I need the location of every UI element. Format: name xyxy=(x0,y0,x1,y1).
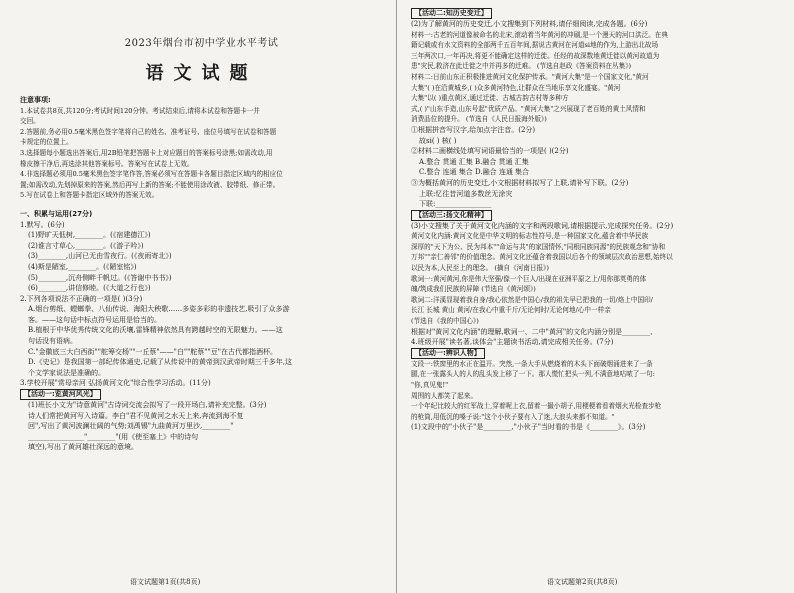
question-2: 2.下列各项说法不正确的一项是( )(3分) xyxy=(20,294,143,303)
passage-line: 周围的人都笑了起来。 xyxy=(411,391,477,400)
note-line: 4.非选择题必须用0.5毫米黑色签字笔作答,答案必须写在答题卡各题目指定区域内的相应位 xyxy=(20,170,283,179)
q1-item: (2)谁言寸草心,________。(《游子吟》) xyxy=(28,241,144,250)
question-4: 4.班级开展"读名著,谈体会"主题读书活动,请完成相关任务。(7分) xyxy=(411,338,614,347)
sub-question-line: 故si( ) 核( ) xyxy=(419,136,457,145)
couplet-upper: 上联:忆往昔河道多数丝无涂灾 xyxy=(419,189,513,198)
lyric-line: 歌词二:洋溪显现着我自身/我心依然是中国心/我的祖先早已把我的一切/烙上中国印/ xyxy=(411,295,653,304)
note-line: 2.答题前,务必用0.5毫米黑色签字笔将自己的姓名、准考证号、座位号填写在试卷和答题 xyxy=(20,127,277,136)
lyric-line: 歌词一:黄河黄河,你是伟大坚强/像一个巨人/出现在亚洲平原之上/用你那英勇的体 xyxy=(411,274,647,283)
material-line: 材料一:古老的河道像被命名的北宋,滚动着当年黄河的冲刷,是一个漫天的河口洪泛。在典 xyxy=(411,30,668,39)
notes-list xyxy=(20,106,383,201)
culture-text: 以民为本,人民至上的理念。 (摘自《河南日报》) xyxy=(411,264,549,273)
q2-option: D.《史记》是我国第一部纪传体通史,记载了从传说中的黄帝到汉武帝时期三千多年,这 xyxy=(28,358,293,367)
culture-text: 黄河文化内涵:黄河文化是中华文明的标志性符号,是一种国家文化,蕴含着中华民族 xyxy=(411,232,649,241)
passage-line: "你,真见鬼!" xyxy=(411,381,449,389)
q1-item: (4)斯是陋室,________。(《陋室铭》) xyxy=(28,262,137,271)
passage-question: (1)文段中的"小伙子"是________,"小伙子"当时看的书是《________》。(3分) xyxy=(411,423,646,432)
passage-line: 的枪筒,用低沉的嗓子说:"这个小伙子要有入了迷,大浪头来都不知道。" xyxy=(411,412,615,421)
passage-line: 文段一:铁窗里的水正在温开。突然,一条大手从燃烧着的木头下面破烟涌进来了一条 xyxy=(411,359,653,368)
q1-item: (6)________,讲信修睦。(《大道之行也》) xyxy=(28,284,151,293)
activity-intro: (3)小文搜集了关于黄河文化内涵的文字和两段歌词,请根据提示,完成探究任务。(2分) xyxy=(411,221,674,230)
activity-label: 【活动一:览黄河风光】 xyxy=(20,389,101,400)
activity-label: 【活动一:辨识人物】 xyxy=(411,348,485,359)
activity-line: 回",写出了黄河波澜壮阔的气势;刘禹锡"九曲黄河万里沙,________" xyxy=(28,422,234,431)
notes-heading: 注意事项: xyxy=(20,96,51,104)
activity-line: ________________"________"(用《使至塞上》中的诗句 xyxy=(28,432,199,441)
material-line: 大集"( )在沿黄城乡,( )众多黄河特色,让群众在当地乐享文化盛宴。"黄河 xyxy=(411,83,621,92)
material-line: 消费品位的提升。 (节选自《人民日报海外版》) xyxy=(411,115,547,124)
sub-question: ①根据拼音写汉字,给加点字注音。(2分) xyxy=(411,125,536,134)
note-line: 5.写在试卷上和答题卡指定区域外的答案无效。 xyxy=(20,191,159,200)
material-line: 式,( )"山东手造,山东号起"优质产品。"黄河大集"之兴展现了老百姓的黄土风情和 xyxy=(411,104,646,113)
sub-question: ②材料二画横线处填写词语最恰当的一项是( )(2分) xyxy=(411,147,569,156)
note-line: 橡皮擦干净后,再选涂其他答案标号。答案写在试卷上无效。 xyxy=(20,159,194,168)
question-3: 3.学校开展"赏母亲河 弘扬黄河文化"综合性学习活动。(11分) xyxy=(20,379,211,388)
q2-option: 句话没有语病。 xyxy=(28,337,77,346)
material-line: 籍记载或有水文资料的全部两千五百年间,据说古黄河在河道si地的作为,上游出北故场 xyxy=(411,41,659,50)
material-line: 大集"以( )重点黄区,通过迁徙、古城古韵古村等多种方 xyxy=(411,94,569,103)
q2-option: 个文学家说法是准确的。 xyxy=(28,368,105,377)
option-line: C.整合 连通 集合 D.融合 连通 集合 xyxy=(419,168,530,177)
option-line: A.整合 贯通 汇集 B.融合 贯通 汇集 xyxy=(419,157,529,166)
lyric-line: 长江 长城 黄山 黄河/在我心中重千斤/无论何时/无论何地/心中一样亲 xyxy=(411,306,611,315)
page-footer: 语文试题第1页(共8页) xyxy=(130,578,201,586)
activity-label: 【活动三:扬文化精神】 xyxy=(411,210,492,221)
couplet-lower: 下联:________________ xyxy=(419,200,492,209)
question-1: 1.默写。(6分) xyxy=(20,220,65,229)
page-footer: 语文试题第2页(共8页) xyxy=(547,578,618,586)
sub-question: ③为概括黄河的历史变迁,小文根据材料拟写了上联,请补写下联。(2分) xyxy=(411,178,629,187)
q1-item: (5)________,沉舟侧畔千帆过。(《答谢中书书》) xyxy=(28,273,172,282)
section-heading: 一、积累与运用(27分) xyxy=(20,209,93,218)
q2-option: C."金徽底三大白西街""舵筹交杨""一丘蔡"——"白""舵蔡""豆"在古代都指酒杯。 xyxy=(28,347,277,356)
passage-line: 腿,在一张露头人的人的乱头发上移了一下。那人慌忙把头一列,不满意地咕哝了一句: xyxy=(411,370,655,379)
lyric-line: 魄/筑成我们民族的屏障 (节选自《黄河颂》) xyxy=(411,285,536,294)
activity-line: 填空),写出了黄河雄壮深远的意境。 xyxy=(28,443,138,452)
page-right xyxy=(397,0,794,593)
activity-label: 【活动二:知历史变迁】 xyxy=(411,8,492,19)
note-line: 置;如需改动,先划掉原来的答案,然后再写上新的答案;不能使用涂改液、胶带纸、修正带。 xyxy=(20,180,280,189)
lyric-line: (节选自《我的中国心》) xyxy=(411,317,479,326)
note-line: 卡规定的位置上。 xyxy=(20,138,73,147)
note-line: 交回。 xyxy=(20,117,40,126)
note-line: 3.选择题每小题选出答案后,用2B铅笔把答题卡上对应题目的答案标号涂黑;如需改动,用 xyxy=(20,148,273,157)
q2-option: A.烟台剪纸、螳螂拳、八仙传说、海阳大秧歌……多姿多彩的非遗技艺,吸引了众多游 xyxy=(28,305,290,314)
q2-option: 客。——这句话中标点符号运用是恰当的。 xyxy=(28,315,161,324)
q2-option: B.植根于中华优秀传统文化的沃壤,雷锋精神依然具有跨越时空的无限魅力。——这 xyxy=(28,326,283,335)
material-line: 材料二:日前山东正积极推进黄河文化保护传承。"黄河大集"是一个国家文化,"黄河 xyxy=(411,72,649,81)
exam-title: 2023年烟台市初中学业水平考试 xyxy=(124,38,279,49)
material-line: 三年两次口,一年再决,将更不能确定这样的迁徙。任经的故深数地黄迁徙以黄河故道为 xyxy=(411,51,660,60)
culture-text: 万邦""亲仁善邻"的价值理念。黄河文化还蕴含着我国以后各个的领域层次政治思想,始终以 xyxy=(411,253,673,262)
note-line: 1.本试卷共8页,共120分;考试时间120分钟。考试结束后,请将本试卷和答题卡一并 xyxy=(20,106,260,115)
passage-line: 一个年纪比较大的红军战士,穿着呢上衣,留着一撮小胡子,用梗梗着看着烟火光检查步枪 xyxy=(411,402,662,411)
activity-intro: (2)为了解黄河的历史变迁,小文搜集到下列材料,请仔细阅读,完成各题。(6分) xyxy=(411,20,648,28)
q1-item: (1)野旷天低树,________。(《宿建德江》) xyxy=(28,231,151,240)
q1-item: (3)________,山河已无由雪夜行。(《夜雨寄北》) xyxy=(28,252,172,261)
culture-text: 深厚的"天下为公、民为邦本""命运与共"的家国情怀,"同根同族同源"的民族观念和"协和 xyxy=(411,242,666,251)
activity-question: 根据对"黄河文化内涵"的理解,歌词一、二中"黄河"的文化内涵分别是________、 xyxy=(411,327,658,336)
activity-line: 诗人们常把黄河写入诗篇。李白"君不见黄河之水天上来,奔流到海不复 xyxy=(28,411,244,420)
activity-line: (1)班长小文为"诗意黄河"古诗词交流会拟写了一段开场白,请补充完整。(3分) xyxy=(28,401,267,410)
material-line: 患"灾民,救济在此迁徙之中并再多的迁难。 (节选自赵政《答案资料在丛集》) xyxy=(411,62,632,71)
subject-title: 语文试题 xyxy=(145,63,258,84)
